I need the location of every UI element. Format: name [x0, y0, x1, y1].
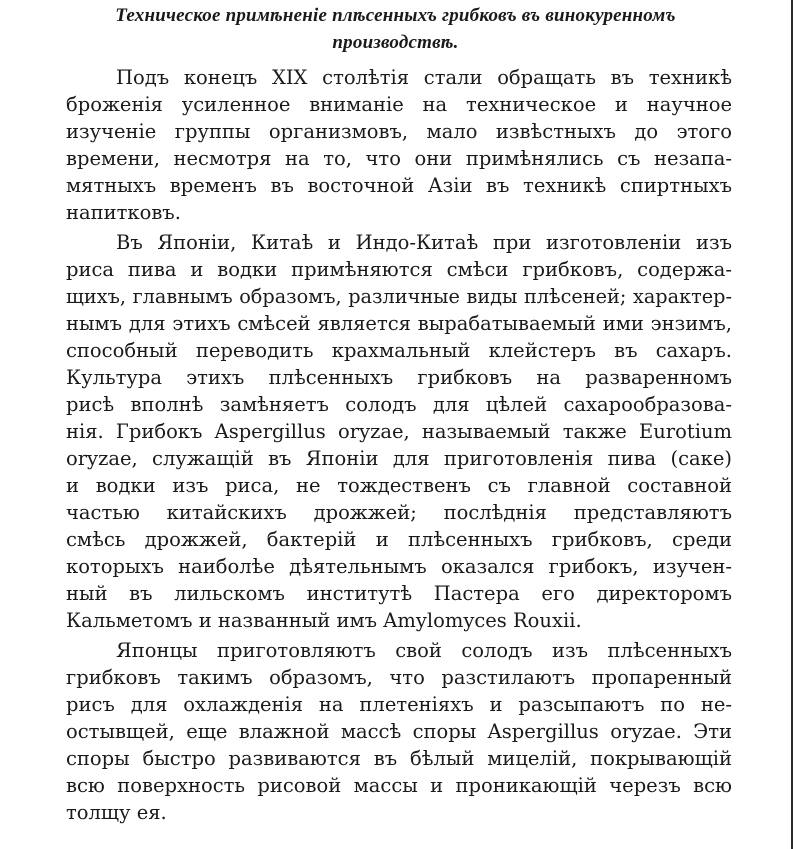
- text-line: риса пива и водки примѣняются смѣси грибковъ, содержа-: [66, 258, 732, 281]
- text-line: рисъ для охлажденія на плетеніяхъ и разсыпаютъ по не-: [66, 693, 732, 716]
- text-line: остывщей, еще влажной массѣ споры Aspergillus oryzae. Эти: [66, 720, 732, 743]
- text-line: Кальметомъ и названный имъ Amylomyces Rouxii.: [66, 609, 582, 632]
- text-line: oryzae, служащій въ Японіи для приготовленія пива (саке): [66, 447, 732, 470]
- text-line: смѣсь дрожжей, бактерій и плѣсенныхъ грибковъ, среди: [66, 528, 732, 551]
- text-line: щихъ, главнымъ образомъ, различные виды плѣсеней; характер-: [66, 285, 732, 308]
- text-line: напитковъ.: [66, 201, 181, 224]
- text-line: Подъ конецъ XIX столѣтія стали обращать въ техникѣ: [116, 66, 732, 89]
- text-line: всю поверхность рисовой массы и проникающій черезъ всю: [66, 774, 732, 797]
- text-line: Японцы приготовляютъ свой солодъ изъ плѣсенныхъ: [116, 639, 732, 662]
- title-line-2: производствѣ.: [332, 32, 459, 53]
- text-line: которыхъ наиболѣе дѣятельнымъ оказался грибокъ, изучен-: [66, 555, 732, 578]
- text-line: грибковъ такимъ образомъ, что разстилаютъ пропаренный: [66, 666, 732, 689]
- text-line: времени, несмотря на то, что они примѣнялись съ незапа-: [66, 147, 732, 170]
- text-line: ный въ лильскомъ институтѣ Пастера его директоромъ: [66, 582, 732, 605]
- text-line: нія. Грибокъ Aspergillus oryzae, называемый также Eurotium: [66, 420, 732, 443]
- text-line: изученіе группы организмовъ, мало извѣстныхъ до этого: [66, 120, 732, 143]
- text-line: нымъ для этихъ смѣсей является вырабатываемый ими энзимъ,: [66, 312, 732, 335]
- text-line: Культура этихъ плѣсенныхъ грибковъ на разваренномъ: [66, 366, 732, 389]
- text-line: частью китайскихъ дрожжей; послѣднія представляютъ: [66, 501, 732, 524]
- text-line: мятныхъ временъ въ восточной Азіи въ техникѣ спиртныхъ: [66, 174, 732, 197]
- text-line: способный переводить крахмальный клейстеръ въ сахаръ.: [66, 339, 732, 362]
- text-line: толщу ея.: [66, 801, 167, 824]
- text-line: и водки изъ риса, не тождественъ съ главной составной: [66, 474, 732, 497]
- text-line: Въ Японіи, Китаѣ и Индо-Китаѣ при изготовленіи изъ: [116, 231, 732, 254]
- text-line: броженія усиленное вниманіе на техническое и научное: [66, 93, 732, 116]
- text-line: споры быстро развиваются въ бѣлый мицелій, покрывающій: [66, 747, 732, 770]
- title-line-1: Техническое примѣненіе плѣсенныхъ грибковъ въ винокуренномъ: [115, 5, 676, 26]
- text-line: рисѣ вполнѣ замѣняетъ солодъ для цѣлей сахарообразова-: [66, 393, 732, 416]
